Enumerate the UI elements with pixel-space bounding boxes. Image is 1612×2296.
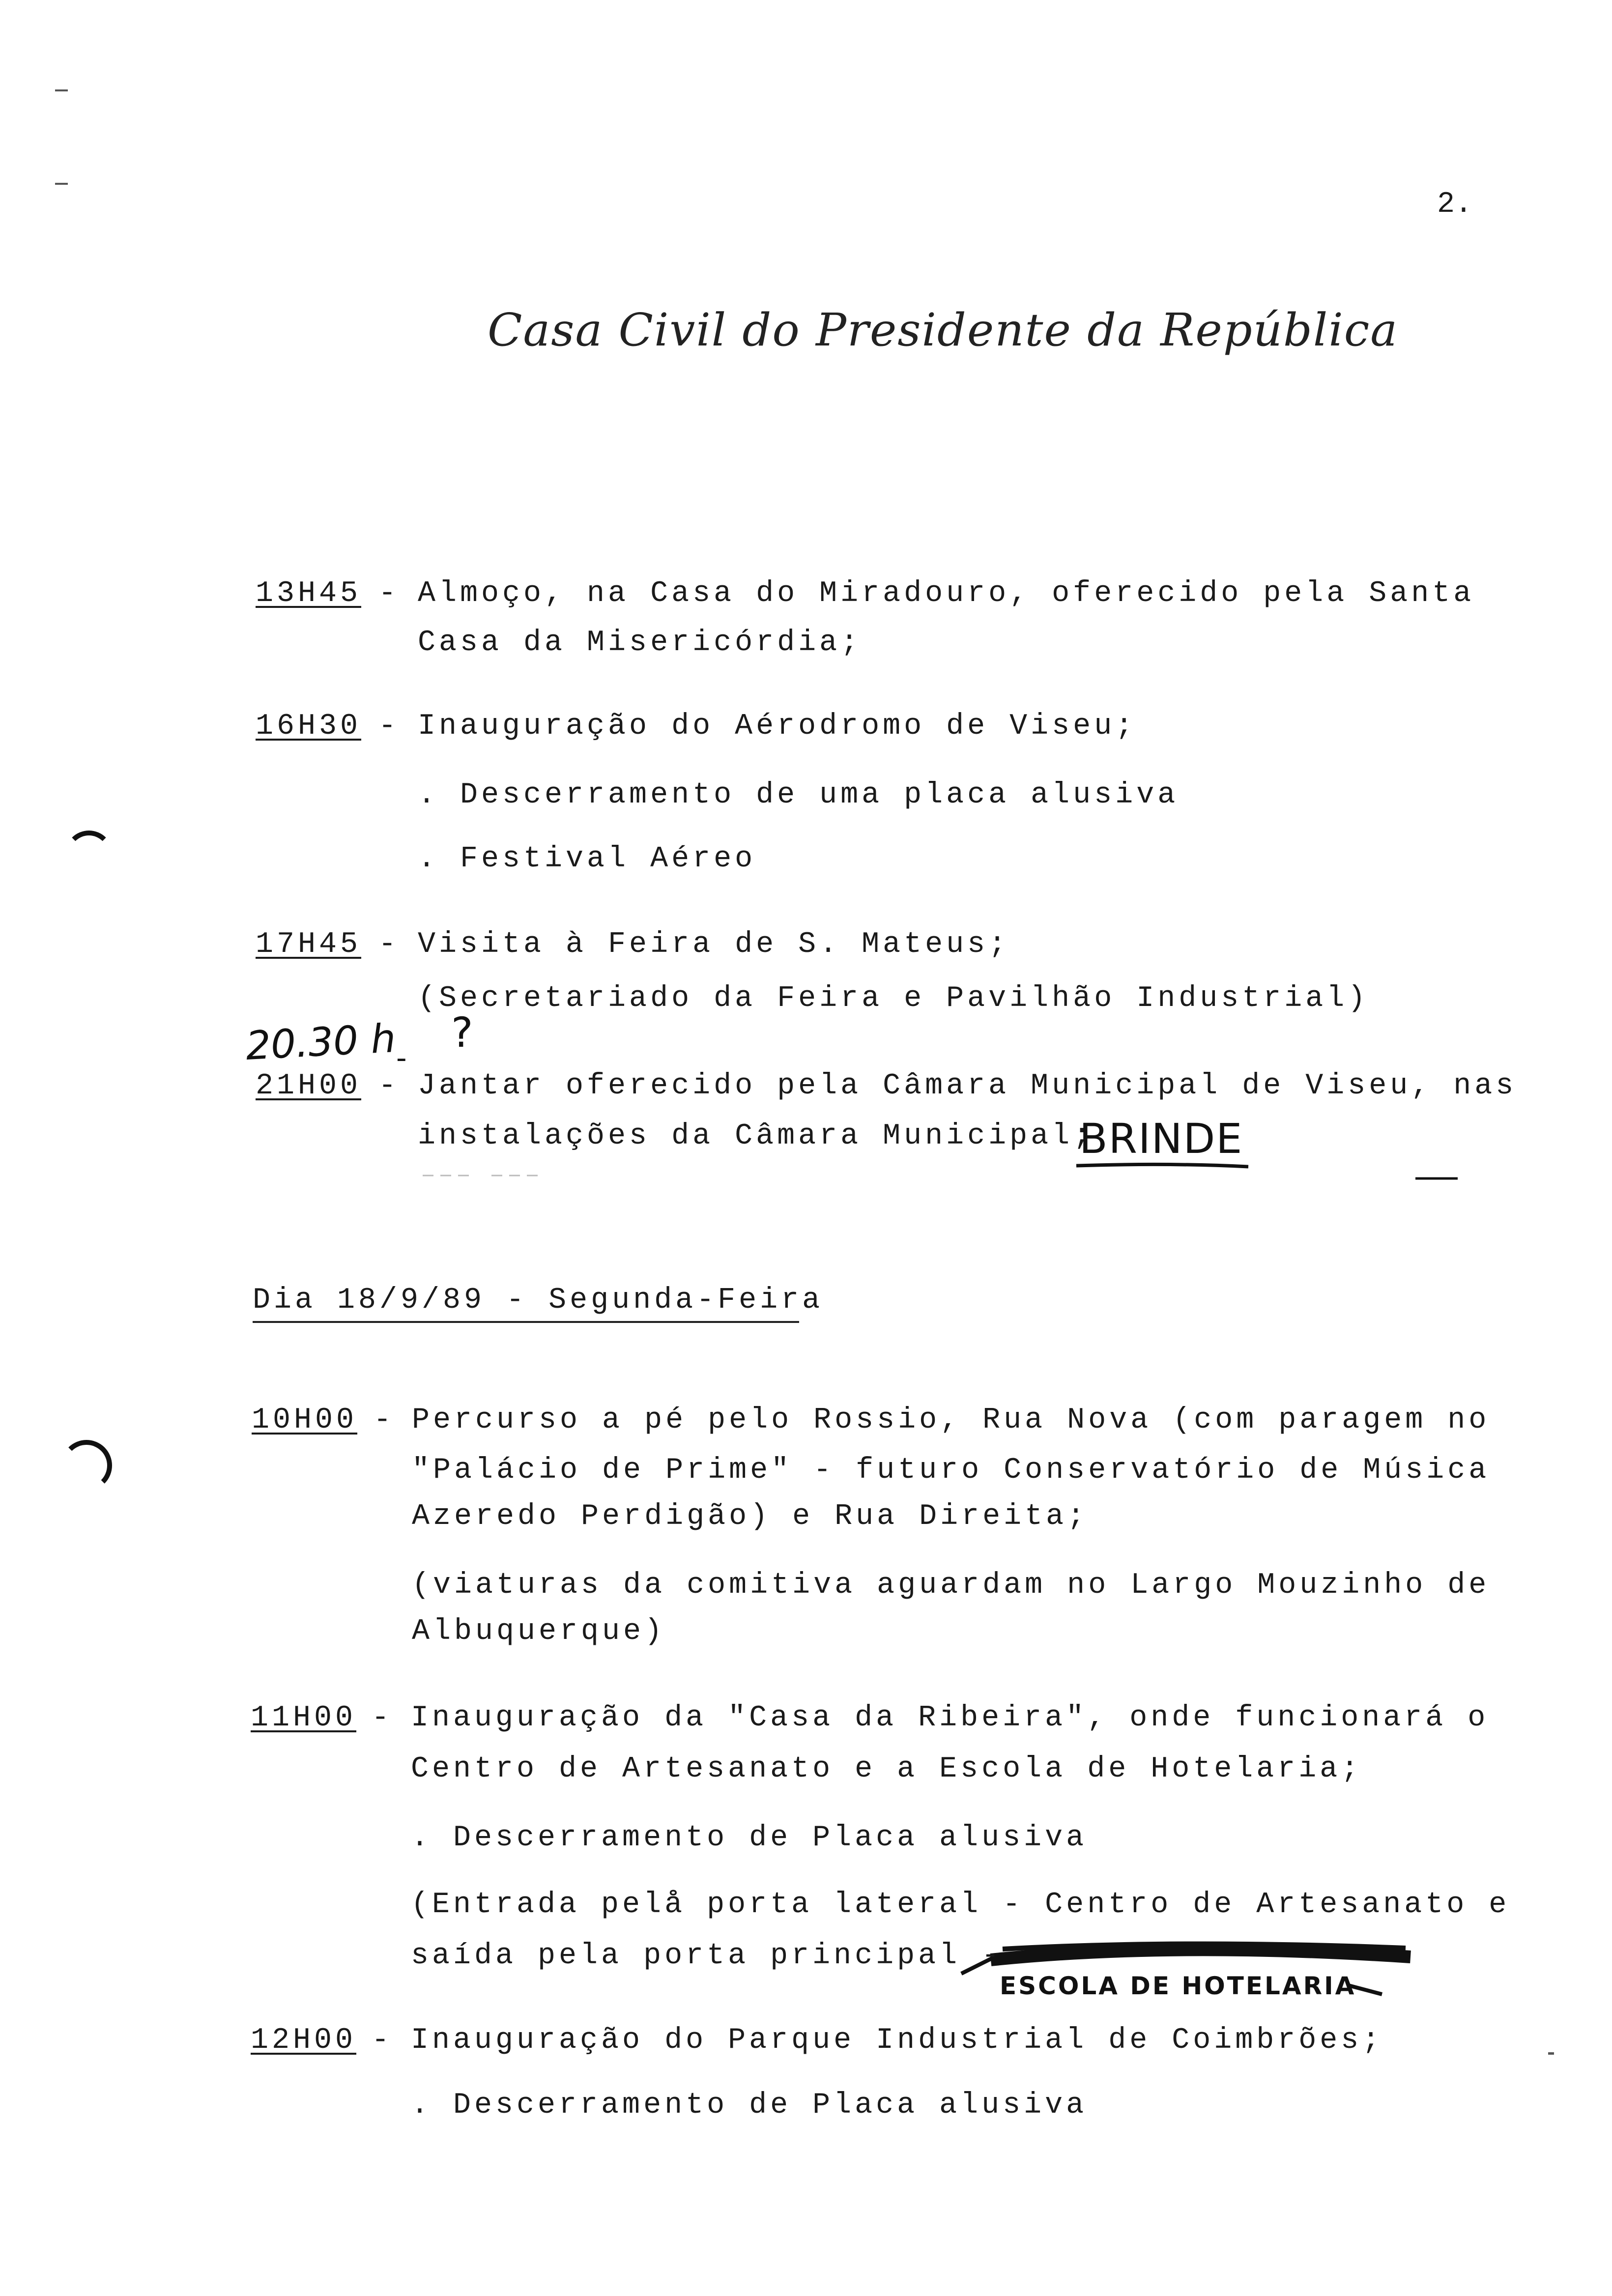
entry-time: 17H45: [256, 928, 362, 961]
punch-hole-mark: [61, 1440, 112, 1491]
separator: -: [378, 577, 397, 610]
letterhead: Casa Civil do Presidente da República: [488, 304, 1399, 356]
day-heading: Dia 18/9/89 - Segunda-Feira: [253, 1284, 824, 1317]
scan-mark: [55, 183, 68, 185]
entry-note: (Entrada pelå porta lateral - Centro de Artesanato e: [411, 1888, 1510, 1922]
punch-hole-mark: [65, 831, 113, 879]
entry-text: Inauguração da "Casa da Ribeira", onde funcionará o: [411, 1701, 1489, 1735]
entry-text: Inauguração do Aérodromo de Viseu;: [418, 710, 1137, 743]
day-heading-underline: [253, 1321, 799, 1323]
entry-note: (viaturas da comitiva aguardam no Largo Mouzinho de: [412, 1569, 1490, 1602]
entry-text: "Palácio de Prime" - futuro Conservatório de Música: [412, 1454, 1490, 1487]
entry-time: 13H45: [256, 577, 362, 610]
handwritten-brinde: BRINDE: [1079, 1115, 1243, 1163]
bullet-item: . Descerramento de Placa alusiva: [411, 2089, 1088, 2122]
separator: -: [372, 2024, 390, 2057]
bullet-item: . Descerramento de uma placa alusiva: [418, 778, 1179, 812]
separator: -: [372, 1701, 390, 1735]
handwritten-time-note: 20.30 h: [244, 1015, 397, 1069]
entry-text: Inauguração do Parque Industrial de Coimbrões;: [411, 2024, 1383, 2057]
separator: -: [378, 1069, 397, 1103]
entry-text: Visita à Feira de S. Mateus;: [418, 928, 1010, 961]
separator: -: [378, 928, 397, 961]
entry-text: Jantar oferecido pela Câmara Municipal de Viseu, nas: [418, 1069, 1517, 1103]
entry-time: 10H00: [252, 1404, 358, 1437]
bullet-item: . Descerramento de Placa alusiva: [411, 1821, 1088, 1855]
bullet-item: . Festival Aéreo: [418, 842, 756, 876]
entry-time: 11H00: [251, 1701, 357, 1735]
page-number: 2.: [1437, 188, 1473, 221]
handwritten-correction: ESCOLA DE HOTELARIA: [1000, 1972, 1356, 2000]
entry-time: 21H00: [256, 1069, 362, 1103]
entry-note: saída pela porta principal -: [411, 1939, 1003, 1973]
entry-note: Albuquerque): [412, 1615, 666, 1648]
handwritten-dash: -: [396, 1041, 407, 1075]
scan-mark: [1548, 2052, 1554, 2055]
entry-time: 12H00: [251, 2024, 357, 2057]
entry-text: Percurso a pé pelo Rossio, Rua Nova (com paragem no: [412, 1404, 1490, 1437]
separator: -: [378, 710, 397, 743]
entry-text: (Secretariado da Feira e Pavilhão Industrial): [418, 982, 1369, 1015]
entry-time: 16H30: [256, 710, 362, 743]
entry-text: Almoço, na Casa do Miradouro, oferecido pela Santa: [418, 577, 1475, 610]
entry-text: Azeredo Perdigão) e Rua Direita;: [412, 1500, 1089, 1533]
separator: -: [374, 1404, 392, 1437]
entry-text: Casa da Misericórdia;: [418, 626, 862, 660]
entry-text: instalações da Câmara Municipal;: [418, 1119, 1094, 1153]
scan-mark: [55, 89, 68, 91]
entry-text: Centro de Artesanato e a Escola de Hotelaria;: [411, 1752, 1362, 1786]
handwritten-question-mark: ?: [451, 1008, 473, 1057]
